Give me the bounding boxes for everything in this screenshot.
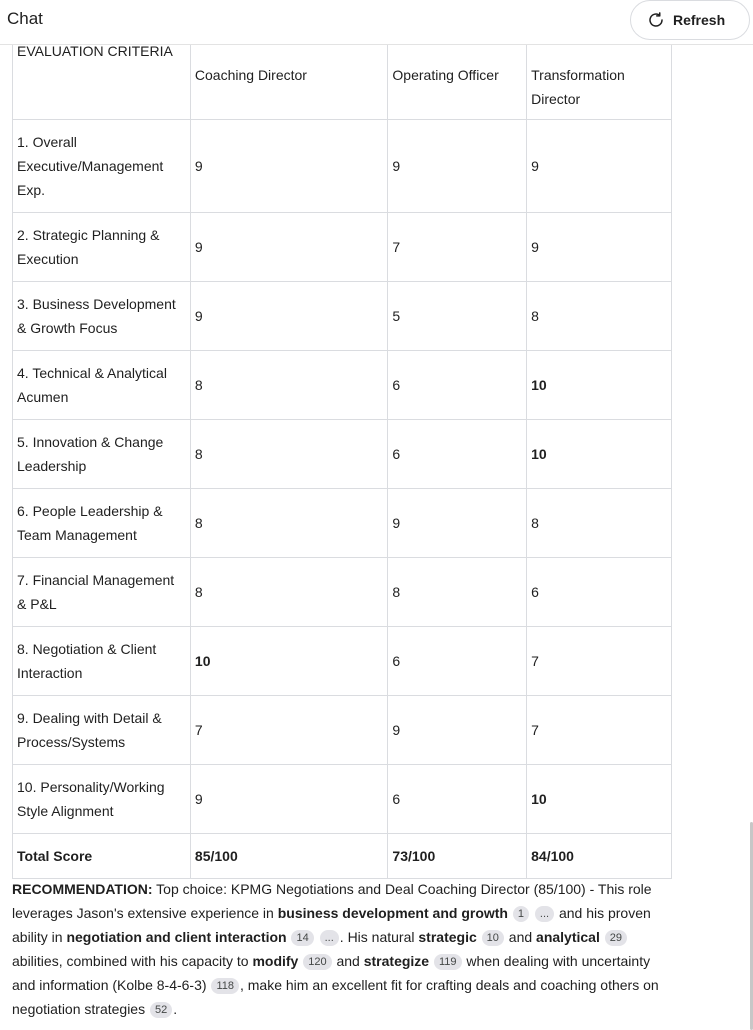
score-col2: 6 [388, 351, 527, 420]
citation-chip[interactable]: 29 [605, 930, 627, 946]
rec-text-6: and [332, 953, 364, 969]
score-col1: 9 [190, 213, 388, 282]
rec-bold-3: strategic [418, 929, 477, 945]
criterion-cell: 2. Strategic Planning & Execution [13, 213, 191, 282]
citation-more-chip[interactable]: ... [320, 930, 339, 946]
refresh-label: Refresh [673, 12, 726, 28]
score-col2: 6 [388, 627, 527, 696]
criterion-cell: 7. Financial Management & P&L [13, 558, 191, 627]
evaluation-table [12, 45, 672, 879]
rec-bold-5: modify [252, 953, 299, 969]
criterion-cell: 6. People Leadership & Team Management [13, 489, 191, 558]
criterion-cell: 10. Personality/Working Style Alignment [13, 765, 191, 834]
rec-text-7: when dealing with uncertainty and information (Kolbe 8-4-6-3) [12, 953, 651, 993]
refresh-button[interactable] [630, 0, 750, 40]
score-col1: 9 [190, 765, 388, 834]
criterion-cell: 1. Overall Executive/Management Exp. [13, 120, 191, 213]
rec-bold-4: analytical [536, 929, 600, 945]
refresh-icon [647, 11, 665, 29]
score-col3: 10 [527, 351, 672, 420]
score-col2: 6 [388, 765, 527, 834]
rec-text-3: . His natural [339, 929, 419, 945]
recommendation-label: RECOMMENDATION: [12, 881, 153, 897]
recommendation-text [12, 877, 672, 1021]
score-col2: 6 [388, 420, 527, 489]
header-col1 [190, 45, 388, 120]
score-col3: 10 [527, 765, 672, 834]
score-col3: 8 [527, 489, 672, 558]
header-col3 [527, 45, 672, 120]
criterion-cell: 4. Technical & Analytical Acumen [13, 351, 191, 420]
citation-chip[interactable]: 120 [303, 954, 331, 970]
score-col3: 9 [527, 213, 672, 282]
score-col1: 8 [190, 489, 388, 558]
rec-bold-1: business development and growth [277, 905, 508, 921]
score-col1: 9 [190, 282, 388, 351]
rec-text-2: and his proven ability in [12, 905, 651, 945]
table-row [13, 351, 672, 420]
score-col2: 7 [388, 213, 527, 282]
header-col2-text: Operating Officer [392, 67, 499, 83]
table-row [13, 696, 672, 765]
table-row [13, 213, 672, 282]
total-row [13, 834, 672, 879]
criterion-cell: 9. Dealing with Detail & Process/Systems [13, 696, 191, 765]
score-col1: 8 [190, 558, 388, 627]
rec-text-4: and [504, 929, 537, 945]
table-row [13, 558, 672, 627]
rec-text-5: abilities, combined with his capacity to [12, 953, 253, 969]
score-col1: 7 [190, 696, 388, 765]
chat-title: Chat [7, 9, 43, 28]
score-col2: 9 [388, 120, 527, 213]
score-col1: 9 [190, 120, 388, 213]
score-col2: 9 [388, 489, 527, 558]
citation-chip[interactable]: 10 [482, 930, 504, 946]
rec-text-1: Top choice: KPMG Negotiations and Deal Coaching Director (85/100) - This role leverages Jason's extensive experience in [12, 881, 652, 921]
citation-more-chip[interactable]: ... [535, 906, 554, 922]
table-row [13, 282, 672, 351]
table-row [13, 420, 672, 489]
total-v3: 84/100 [527, 834, 672, 879]
score-col1: 8 [190, 420, 388, 489]
score-col3: 10 [527, 420, 672, 489]
rec-bold-6: strategize [363, 953, 430, 969]
score-col3: 6 [527, 558, 672, 627]
total-v2: 73/100 [388, 834, 527, 879]
total-v1: 85/100 [190, 834, 388, 879]
score-col3: 7 [527, 696, 672, 765]
criterion-cell: 8. Negotiation & Client Interaction [13, 627, 191, 696]
header-col1-text: Coaching Director [194, 67, 307, 83]
citation-chip[interactable]: 52 [150, 1002, 172, 1018]
citation-chip[interactable]: 14 [291, 930, 313, 946]
rec-text-8: , make him an excellent fit for crafting deals and coaching others on negotiation strategies [12, 977, 659, 1017]
header-criteria [13, 45, 191, 120]
score-col3: 8 [527, 282, 672, 351]
score-col2: 8 [388, 558, 527, 627]
table-row [13, 120, 672, 213]
table-header-row [13, 45, 672, 120]
table-row [13, 489, 672, 558]
total-label: Total Score [13, 834, 191, 879]
score-col3: 7 [527, 627, 672, 696]
table-row [13, 765, 672, 834]
criterion-cell: 3. Business Development & Growth Focus [13, 282, 191, 351]
table-row [13, 627, 672, 696]
score-col1: 10 [190, 627, 388, 696]
score-col3: 9 [527, 120, 672, 213]
chat-header [0, 0, 753, 45]
criterion-cell: 5. Innovation & Change Leadership [13, 420, 191, 489]
header-criteria-text: EVALUATION CRITERIA [17, 45, 173, 59]
citation-chip[interactable]: 118 [211, 978, 239, 994]
header-col3-line1: Transformation [531, 67, 625, 83]
citation-chip[interactable]: 1 [513, 906, 529, 922]
rec-bold-2: negotiation and client interaction [66, 929, 287, 945]
header-col2 [388, 45, 527, 120]
score-col2: 5 [388, 282, 527, 351]
header-col3-line2: Director [531, 91, 581, 107]
citation-chip[interactable]: 119 [434, 954, 462, 970]
rec-text-9: . [173, 1001, 178, 1017]
score-col2: 9 [388, 696, 527, 765]
score-col1: 8 [190, 351, 388, 420]
chat-content [0, 45, 753, 1030]
